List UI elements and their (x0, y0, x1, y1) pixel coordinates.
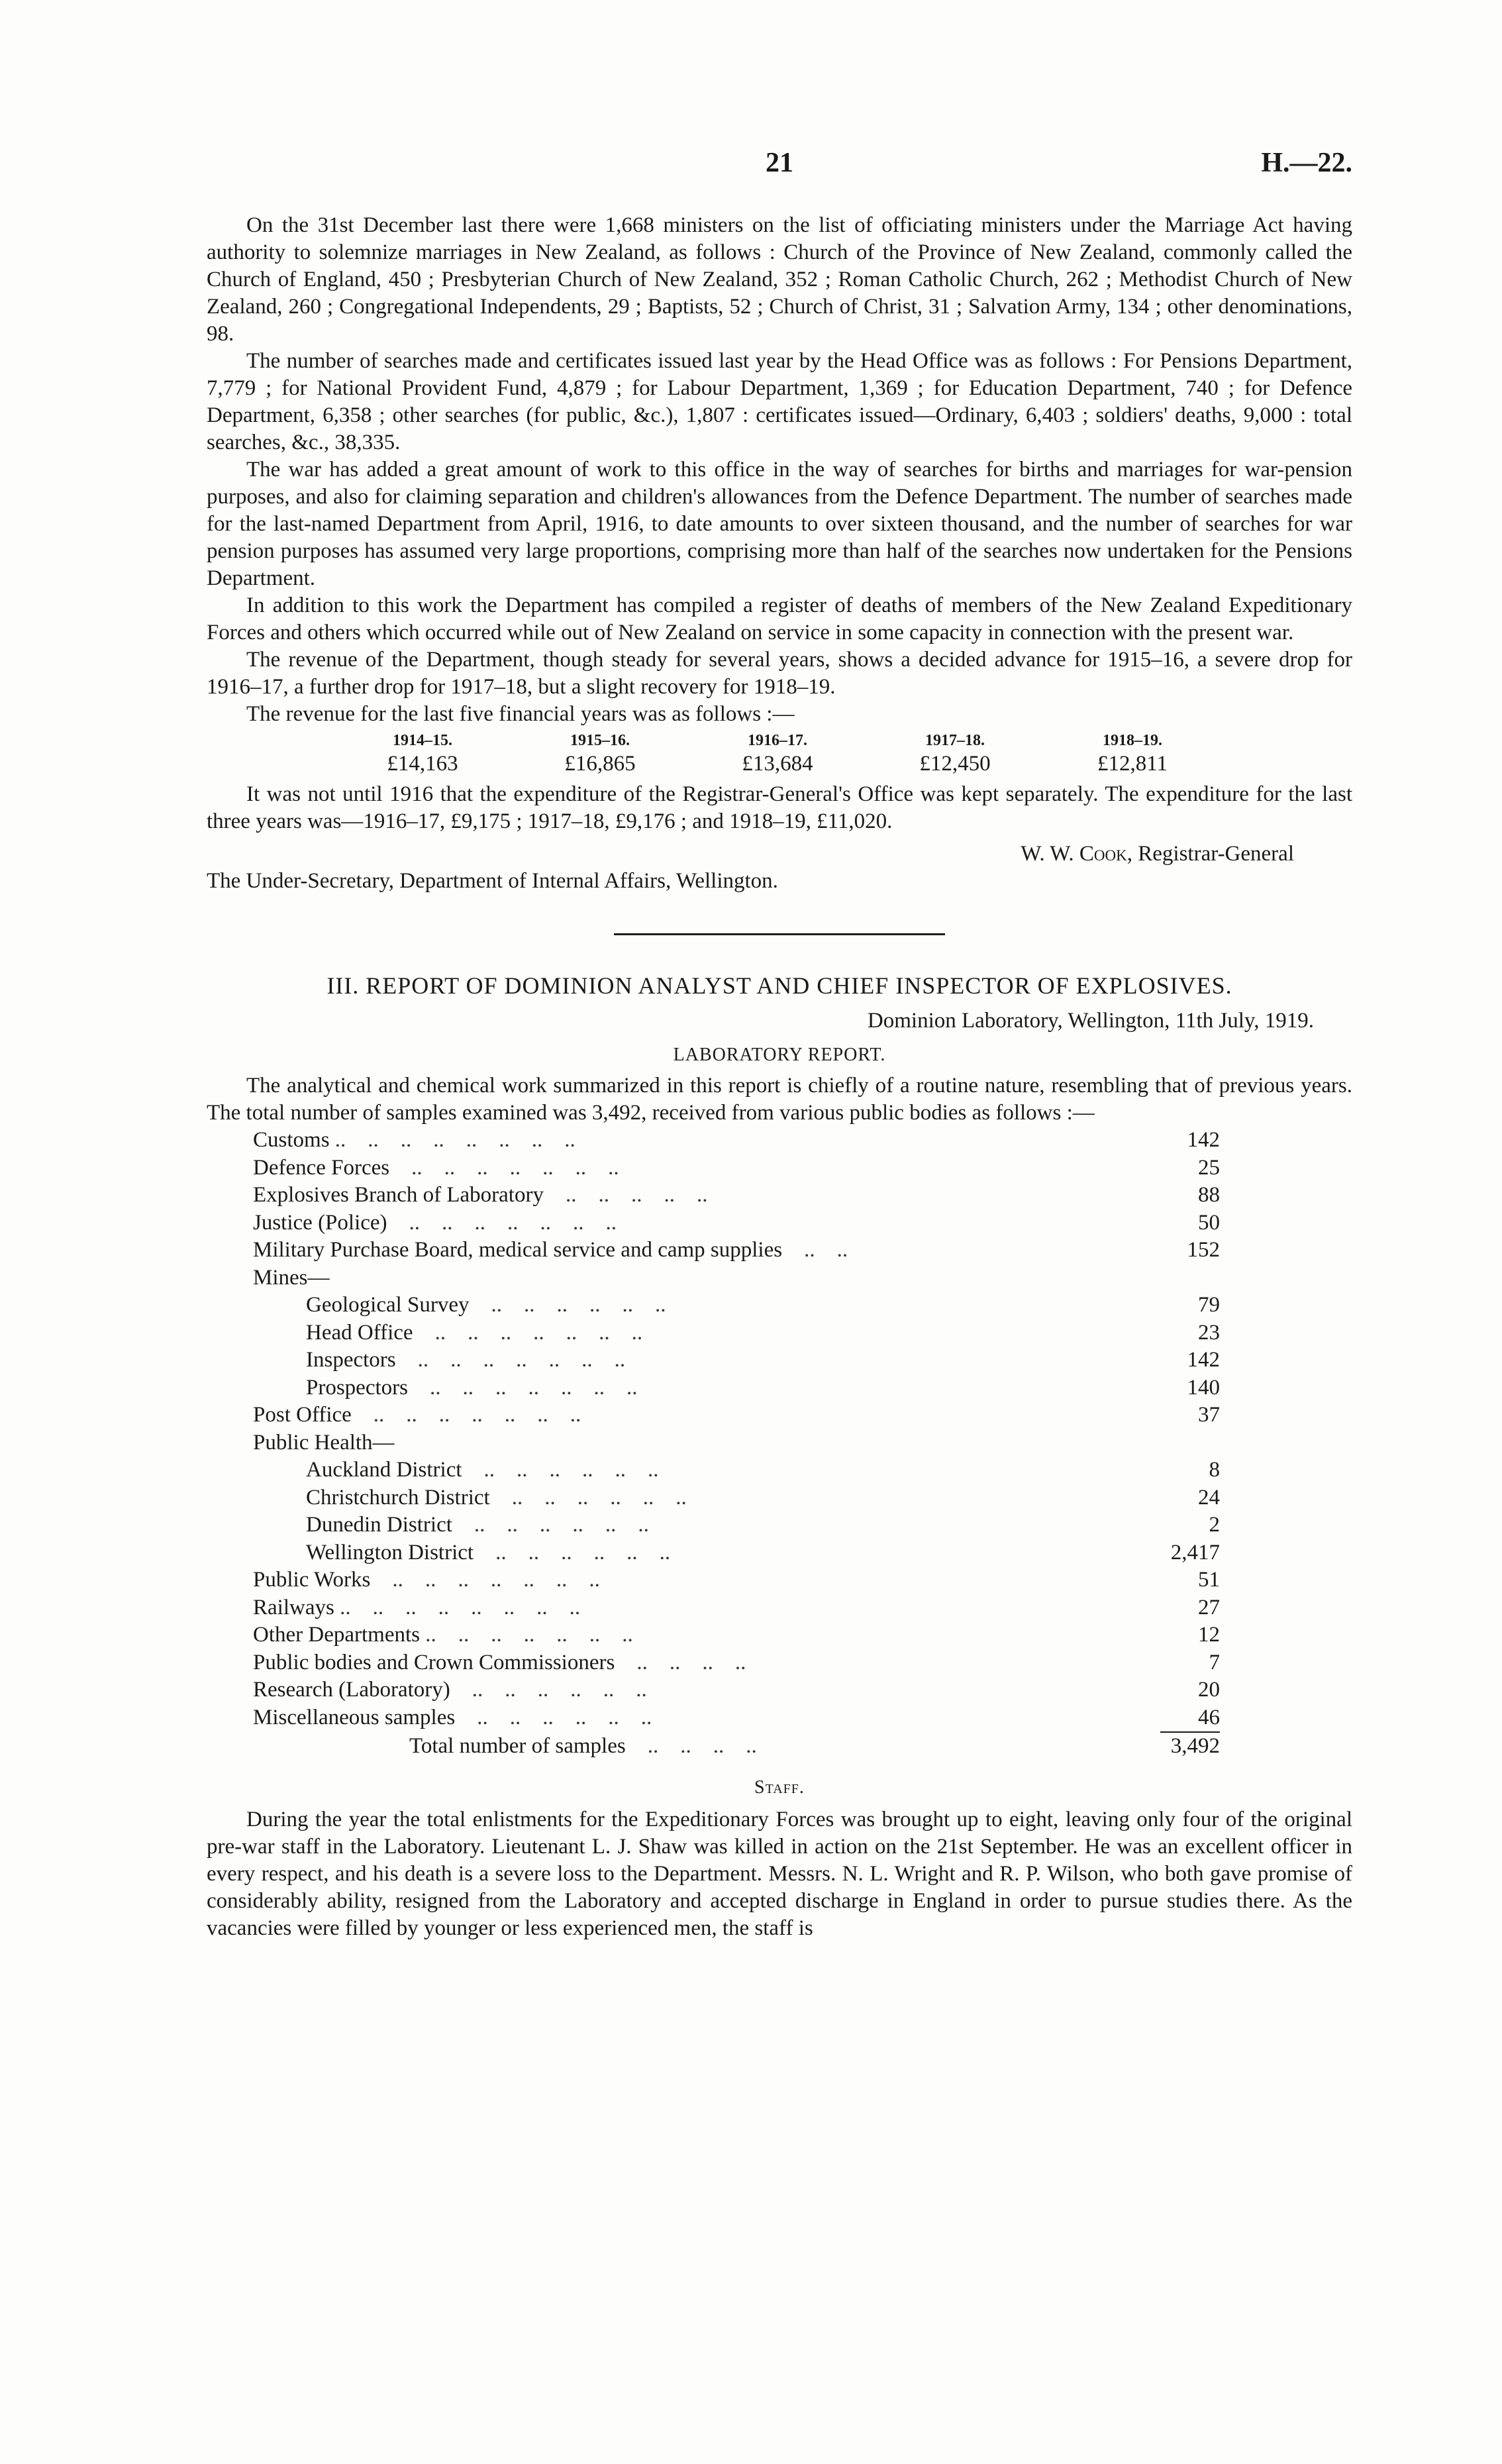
revenue-amount: £14,163 (387, 752, 458, 776)
samples-row (253, 1621, 1220, 1649)
dot-leader: .. .. .. .. .. .. .. (407, 1375, 638, 1400)
samples-row-value: 25 (1198, 1155, 1220, 1180)
page-header (207, 144, 1352, 184)
samples-row-label: Defence Forces (253, 1155, 390, 1180)
revenue-amount: £16,865 (564, 752, 636, 776)
samples-row-value: 79 (1198, 1293, 1220, 1317)
revenue-amount: £12,450 (919, 752, 991, 776)
dateline: Dominion Laboratory, Wellington, 11th July, 1919. (867, 1009, 1314, 1033)
dot-leader: .. .. .. .. (615, 1650, 746, 1674)
samples-row (253, 1127, 1220, 1155)
samples-total-label: Total number of samples (409, 1734, 626, 1758)
samples-row (253, 1594, 1220, 1622)
samples-row-label: Miscellaneous samples (253, 1705, 456, 1729)
samples-row-label: Auckland District (306, 1458, 462, 1482)
samples-row-label: Post Office (253, 1403, 352, 1427)
page-number: 21 (766, 148, 793, 178)
dot-leader: .. .. (782, 1238, 848, 1262)
samples-row-label: Geological Survey (306, 1293, 470, 1317)
samples-row (253, 1264, 1220, 1292)
dot-leader: .. .. .. .. .. .. .. .. (329, 1128, 576, 1152)
dot-leader: .. .. .. .. .. .. .. (389, 1155, 619, 1180)
samples-row-label: Dunedin District (306, 1513, 452, 1537)
samples-row-value: 2,417 (1170, 1540, 1220, 1565)
samples-row-label: Military Purchase Board, medical service and camp supplies (253, 1238, 783, 1262)
dot-leader: .. .. .. .. .. .. .. (370, 1568, 600, 1592)
samples-row-label: Prospectors (306, 1375, 408, 1400)
samples-row-value: 23 (1198, 1320, 1220, 1345)
section-separator (614, 933, 945, 935)
revenue-year: 1918–19. (1103, 732, 1162, 749)
samples-row-value: 152 (1187, 1238, 1220, 1262)
samples-row (253, 1539, 1220, 1567)
samples-row (253, 1429, 1220, 1457)
samples-row (253, 1209, 1220, 1237)
samples-row-label: Other Departments (253, 1623, 420, 1647)
samples-row-label: Justice (Police) (253, 1210, 387, 1235)
samples-row-value: 46 (1198, 1705, 1220, 1729)
samples-total-value: 3,492 (1170, 1734, 1220, 1758)
dot-leader: .. .. .. .. .. .. .. (351, 1403, 581, 1427)
dot-leader: .. .. .. .. .. .. .. .. (334, 1595, 581, 1619)
samples-row-value: 142 (1187, 1128, 1220, 1152)
staff-heading: Staff. (754, 1776, 805, 1798)
samples-table-body (253, 1127, 1220, 1731)
revenue-year: 1917–18. (925, 732, 985, 749)
samples-row (253, 1512, 1220, 1539)
revenue-years-row (334, 731, 1221, 750)
revenue-amount: £12,811 (1097, 752, 1168, 776)
dot-leader: .. .. .. .. .. .. (474, 1540, 671, 1565)
samples-row-value: 7 (1209, 1650, 1220, 1674)
paragraph-staff: During the year the total enlistments for the Expeditionary Forces was brought up to eight, leaving only four of the original pre-war staff in the Laboratory. Lieutenant L. J. Shaw was killed in action on the 21st September. He was an excellent officer in every respect, and his death is a severe loss to the Department. Messrs. N. L. Wright and R. P. Wilson, who both gave promise of considerably ability, resigned from the Laboratory and accepted discharge in England in order to pursue studies there. As the vacancies were filled by younger or less experienced men, the staff is (207, 1807, 1352, 1940)
samples-row-value: 88 (1198, 1183, 1220, 1207)
dot-leader: .. .. .. .. .. .. .. (413, 1320, 643, 1345)
laboratory-report-heading: LABORATORY REPORT. (673, 1045, 886, 1065)
samples-table (253, 1127, 1220, 1761)
samples-row-value: 12 (1198, 1623, 1220, 1647)
samples-row-label: Public Health— (253, 1430, 395, 1455)
samples-row-value: 2 (1209, 1513, 1220, 1537)
paragraph-ministers: On the 31st December last there were 1,668 ministers on the list of officiating ministers under the Marriage Act having authority to solemnize marriages in New Zealand, as follows : Church of the Province of New Zealand, commonly called the Church of England, 450 ; Presbyterian Church of New Zealand, 352 ; Roman Catholic Church, 262 ; Methodist Church of New Zealand, 260 ; Congregational Independents, 29 ; Baptists, 52 ; Church of Christ, 31 ; Salvation Army, 134 ; other denominations, 98. (207, 213, 1352, 346)
revenue-year: 1915–16. (570, 732, 630, 749)
samples-row-value: 8 (1209, 1458, 1220, 1482)
samples-row-label: Inspectors (306, 1348, 396, 1372)
samples-row (253, 1484, 1220, 1512)
revenue-amount: £13,684 (742, 752, 813, 776)
samples-row (253, 1566, 1220, 1594)
dot-leader: .. .. .. .. .. .. .. (387, 1210, 617, 1235)
samples-row-label: Public bodies and Crown Commissioners (253, 1650, 615, 1674)
revenue-year: 1914–15. (393, 732, 452, 749)
samples-row-value: 27 (1198, 1595, 1220, 1619)
dot-leader: .. .. .. .. .. .. (455, 1705, 652, 1729)
samples-row (253, 1182, 1220, 1209)
samples-row-value: 142 (1187, 1348, 1220, 1372)
dot-leader: .. .. .. .. .. .. (450, 1678, 647, 1702)
samples-row-value: 140 (1187, 1375, 1220, 1400)
samples-row-value: 20 (1198, 1678, 1220, 1702)
samples-row (253, 1374, 1220, 1402)
paragraph-war-work: The war has added a great amount of work to this office in the way of searches for births and marriages for war-pension purposes, and also for claiming separation and children's allowances from the Defence Department. The number of searches made for the last-named Department from April, 1916, to date amounts to over sixteen thousand, and the number of searches for war pension purposes has assumed very large proportions, comprising more than half of the searches now undertaken for the Pensions Department. (207, 458, 1352, 590)
dot-leader: .. .. .. .. .. .. (489, 1485, 687, 1510)
samples-row (253, 1237, 1220, 1264)
samples-row-label: Research (Laboratory) (253, 1678, 450, 1702)
paragraph-revenue-trend: The revenue of the Department, though steady for several years, shows a decided advance for 1915–16, a severe drop for 1916–17, a further drop for 1917–18, but a slight recovery for 1918–19. (207, 648, 1352, 699)
samples-row (253, 1155, 1220, 1182)
revenue-table (334, 731, 1221, 777)
signature-block (207, 841, 1352, 868)
samples-row (253, 1347, 1220, 1374)
samples-row-label: Railways (253, 1595, 334, 1619)
samples-row-label: Public Works (253, 1568, 371, 1592)
dot-leader: .. .. .. .. .. .. .. (395, 1348, 626, 1372)
paragraph-expenditure: It was not until 1916 that the expenditure of the Registrar-General's Office was kept separately. The expenditure for the last three years was—1916–17, £9,175 ; 1917–18, £9,176 ; and 1918–19, £11,020. (207, 782, 1352, 833)
addressee: The Under-Secretary, Department of Internal Affairs, Wellington. (207, 869, 778, 893)
samples-row (253, 1292, 1220, 1319)
document-code: H.—22. (1261, 148, 1352, 178)
paragraph-lab-intro: The analytical and chemical work summarized in this report is chiefly of a routine nature, resembling that of previous years. The total number of samples examined was 3,492, received from various public bodies as follows :— (207, 1074, 1352, 1125)
samples-row-value (1138, 1264, 1220, 1292)
samples-row-value: 37 (1198, 1403, 1220, 1427)
dot-leader: .. .. .. .. .. .. .. (420, 1623, 633, 1647)
paragraph-searches: The number of searches made and certificates issued last year by the Head Office was as follows : For Pensions Department, 7,779 ; for National Provident Fund, 4,879 ; for Labour Department, 1,369 ; for Education Department, 740 ; for Defence Department, 6,358 ; other searches (for public, &c.), 1,807 : certificates issued—Ordinary, 6,403 ; soldiers' deaths, 9,000 : total searches, &c., 38,335. (207, 349, 1352, 454)
revenue-year: 1916–17. (748, 732, 807, 749)
samples-row-label: Explosives Branch of Laboratory (253, 1183, 544, 1207)
samples-row-value: 50 (1198, 1210, 1220, 1235)
paragraph-revenue-intro: The revenue for the last five financial years was as follows :— (246, 702, 795, 726)
samples-row (253, 1676, 1220, 1704)
samples-row (253, 1704, 1220, 1732)
revenue-amounts-row (334, 750, 1221, 777)
section-title: III. REPORT OF DOMINION ANALYST AND CHIEF INSPECTOR OF EXPLOSIVES. (326, 972, 1232, 999)
dot-leader: .. .. .. .. (625, 1734, 757, 1758)
samples-row (253, 1402, 1220, 1429)
dot-leader: .. .. .. .. .. .. (469, 1293, 666, 1317)
dot-leader: .. .. .. .. .. (543, 1183, 708, 1207)
dot-leader: .. .. .. .. .. .. (452, 1513, 649, 1537)
samples-row-label: Wellington District (306, 1540, 474, 1565)
paragraph-register: In addition to this work the Department has compiled a register of deaths of members of the New Zealand Expeditionary Forces and others which occurred while out of New Zealand on service in some capacity in connection with the present war. (207, 593, 1352, 644)
signatory-title: Registrar-General (1138, 842, 1294, 866)
samples-row-label: Mines— (253, 1265, 330, 1290)
samples-row (253, 1649, 1220, 1677)
dot-leader: .. .. .. .. .. .. (462, 1458, 659, 1482)
samples-row-label: Head Office (306, 1320, 413, 1345)
samples-row-value: 51 (1198, 1568, 1220, 1592)
samples-row (253, 1319, 1220, 1347)
page-content (207, 144, 1352, 1942)
samples-total-row (253, 1733, 1220, 1761)
samples-row-label: Christchurch District (306, 1485, 490, 1510)
samples-row-value: 24 (1198, 1485, 1220, 1510)
signatory-name: W. W. Cook, (1021, 842, 1133, 866)
samples-row-label: Customs (253, 1128, 330, 1152)
samples-row (253, 1457, 1220, 1484)
samples-row-value (1138, 1429, 1220, 1457)
